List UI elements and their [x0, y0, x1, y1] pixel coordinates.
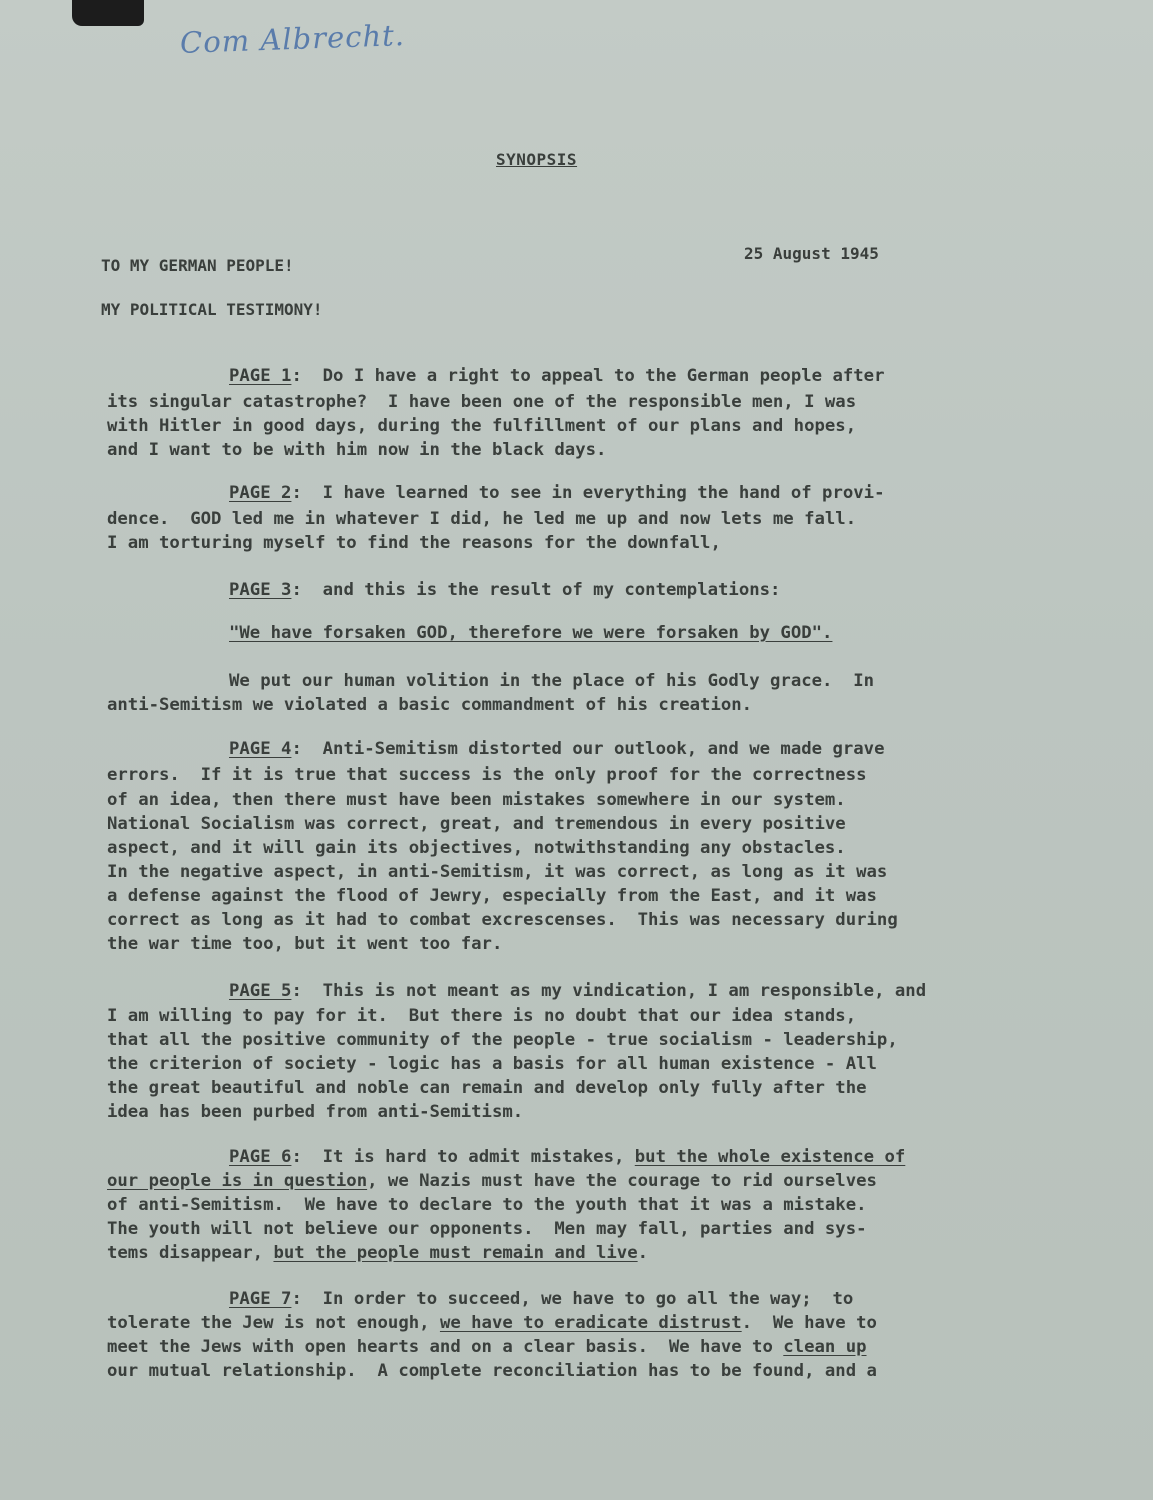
text-segment: : It is hard to admit mistakes, — [291, 1147, 635, 1167]
text-segment: In the negative aspect, in anti-Semitism, it was correct, as long as it was — [107, 862, 888, 882]
underlined-text: PAGE 5 — [229, 981, 292, 1001]
text-line — [107, 697, 752, 714]
text-line — [107, 511, 856, 528]
text-line — [229, 1291, 853, 1308]
text-segment: The youth will not believe our opponents. Men may fall, parties and sys- — [107, 1219, 867, 1239]
underlined-text: PAGE 6 — [229, 1147, 292, 1167]
underlined-text: clean up — [783, 1337, 867, 1357]
underlined-text: our people is in question — [107, 1171, 368, 1191]
text-segment: dence. GOD led me in whatever I did, he led me up and now lets me fall. — [107, 509, 857, 529]
text-line — [107, 1315, 877, 1332]
text-segment: : Anti-Semitism distorted our outlook, and we made grave — [291, 739, 885, 759]
text-segment: meet the Jews with open hearts and on a clear basis. We have to — [107, 1337, 784, 1357]
text-segment: the great beautiful and noble can remain and develop only fully after the — [107, 1078, 867, 1098]
text-segment: its singular catastrophe? I have been one of the responsible men, I was — [107, 392, 857, 412]
text-segment: errors. If it is true that success is the only proof for the correctness — [107, 765, 867, 785]
underlined-text: "We have forsaken GOD, therefore we were forsaken by GOD". — [229, 623, 833, 643]
text-segment: : Do I have a right to appeal to the German people after — [291, 366, 885, 386]
text-line — [107, 888, 877, 905]
text-segment: the war time too, but it went too far. — [107, 934, 503, 954]
tape-mark — [72, 0, 144, 26]
handwritten-annotation: Com Albrecht. — [179, 18, 406, 60]
text-segment: a defense against the flood of Jewry, especially from the East, and it was — [107, 886, 877, 906]
text-line — [107, 816, 846, 833]
text-segment: tolerate the Jew is not enough, — [107, 1313, 440, 1333]
text-line — [107, 535, 721, 552]
underlined-text: PAGE 3 — [229, 580, 292, 600]
text-line — [229, 582, 780, 599]
text-segment: that all the positive community of the people - true socialism - leadership, — [107, 1030, 898, 1050]
underlined-text: but the people must remain and live — [273, 1243, 638, 1263]
underlined-text: but the whole existence of — [634, 1147, 906, 1167]
text-line — [107, 1008, 856, 1025]
text-segment: I am torturing myself to find the reasons for the downfall, — [107, 533, 721, 553]
text-segment: with Hitler in good days, during the fulfillment of our plans and hopes, — [107, 416, 857, 436]
text-line — [107, 1221, 867, 1238]
text-line — [107, 1339, 867, 1356]
text-segment: correct as long as it had to combat excrescenses. This was necessary during — [107, 910, 898, 930]
salutation: TO MY GERMAN PEOPLE! — [101, 256, 294, 275]
text-line — [107, 1245, 648, 1262]
text-line — [107, 912, 898, 929]
text-line — [229, 485, 884, 502]
text-line — [107, 418, 856, 435]
underlined-text: PAGE 2 — [229, 483, 292, 503]
text-segment: of anti-Semitism. We have to declare to the youth that it was a mistake. — [107, 1195, 867, 1215]
underlined-text: PAGE 7 — [229, 1289, 292, 1309]
text-segment: idea has been purbed from anti-Semitism. — [107, 1102, 524, 1122]
text-line — [107, 1173, 877, 1190]
underlined-text: PAGE 1 — [229, 366, 292, 386]
text-line — [107, 1197, 867, 1214]
text-segment: . We have to — [741, 1313, 877, 1333]
text-line — [107, 767, 867, 784]
testimony-heading: MY POLITICAL TESTIMONY! — [101, 300, 323, 319]
text-line — [107, 1032, 898, 1049]
text-segment: . — [637, 1243, 649, 1263]
text-segment: National Socialism was correct, great, and tremendous in every positive — [107, 814, 846, 834]
text-line — [229, 983, 926, 1000]
text-segment: : In order to succeed, we have to go all the way; to — [291, 1289, 854, 1309]
text-segment: I am willing to pay for it. But there is no doubt that our idea stands, — [107, 1006, 857, 1026]
text-segment: anti-Semitism we violated a basic commandment of his creation. — [107, 695, 753, 715]
text-segment: our mutual relationship. A complete reconciliation has to be found, and a — [107, 1361, 877, 1381]
text-segment: the criterion of society - logic has a basis for all human existence - All — [107, 1054, 877, 1074]
text-line — [229, 741, 884, 758]
text-segment: : This is not meant as my vindication, I am responsible, and — [291, 981, 927, 1001]
text-segment: of an idea, then there must have been mistakes somewhere in our system. — [107, 790, 846, 810]
document-date: 25 August 1945 — [744, 244, 879, 263]
text-segment: aspect, and it will gain its objectives, notwithstanding any obstacles. — [107, 838, 846, 858]
text-line — [229, 368, 884, 385]
text-line — [229, 625, 832, 642]
text-segment: We put our human volition in the place of his Godly grace. In — [229, 671, 875, 691]
text-line — [107, 840, 846, 857]
text-line — [229, 1149, 905, 1166]
text-segment: and I want to be with him now in the black days. — [107, 440, 607, 460]
text-line — [107, 864, 887, 881]
text-segment: : and this is the result of my contemplations: — [291, 580, 781, 600]
underlined-text: PAGE 4 — [229, 739, 292, 759]
text-line — [107, 936, 502, 953]
text-segment: : I have learned to see in everything the hand of provi- — [291, 483, 885, 503]
text-line — [107, 1056, 877, 1073]
underlined-text: we have to eradicate distrust — [439, 1313, 742, 1333]
text-segment: tems disappear, — [107, 1243, 274, 1263]
text-segment: , we Nazis must have the courage to rid ourselves — [367, 1171, 877, 1191]
text-line — [107, 442, 606, 459]
text-line — [229, 673, 874, 690]
document-title: SYNOPSIS — [496, 150, 578, 169]
text-line — [107, 394, 856, 411]
text-line — [107, 1080, 867, 1097]
text-line — [107, 1104, 523, 1121]
text-line — [107, 792, 846, 809]
text-line — [107, 1363, 877, 1380]
